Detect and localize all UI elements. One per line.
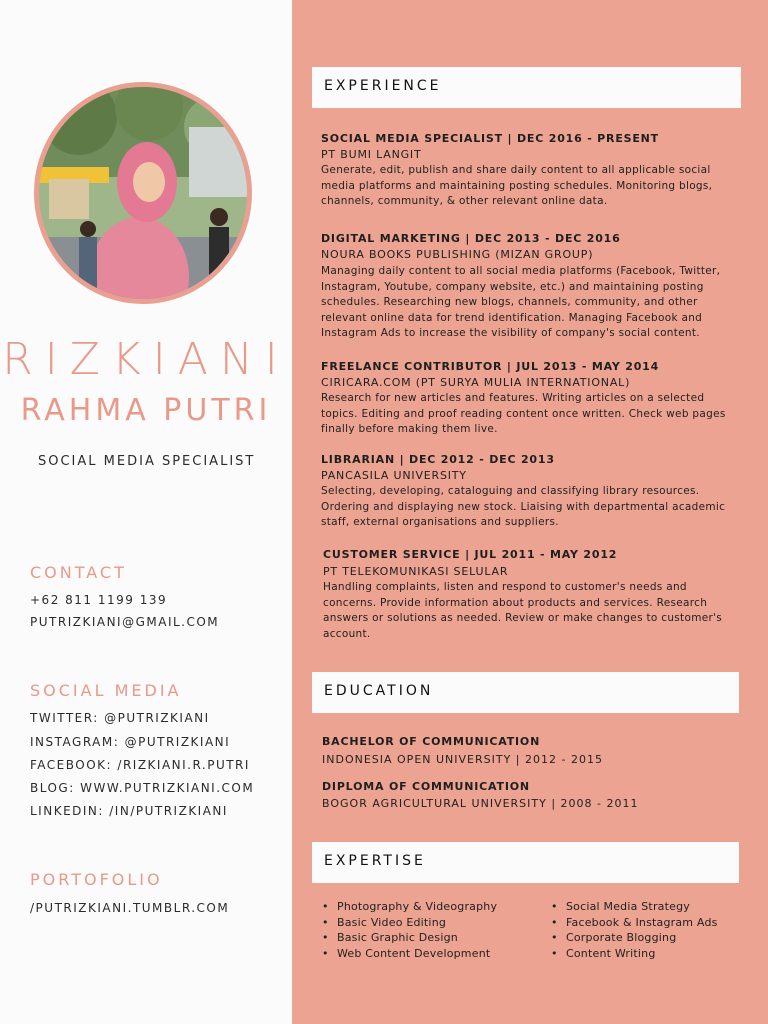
bullet-icon: •: [551, 900, 558, 913]
job-company: CIRICARA.COM (PT SURYA MULIA INTERNATIONAL): [321, 376, 631, 389]
job-title: CUSTOMER SERVICE | JUL 2011 - MAY 2012: [323, 548, 618, 561]
portfolio-heading: PORTOFOLIO: [30, 870, 163, 889]
bullet-icon: •: [551, 915, 558, 929]
social-heading: SOCIAL MEDIA: [30, 681, 182, 700]
job-company: PT BUMI LANGIT: [321, 148, 422, 161]
job-description: [321, 264, 733, 342]
education-heading: EDUCATION: [324, 683, 434, 699]
job-desc-line: Handling complaints, listen and respond to customer's needs and: [323, 581, 687, 593]
job-description: [321, 484, 733, 531]
experience-heading: EXPERIENCE: [324, 78, 442, 94]
first-name: RIZKIANI: [2, 334, 290, 385]
expertise-item: [550, 899, 718, 915]
job-desc-line: relevant online data for trend identification. Managing Facebook and: [321, 311, 703, 324]
job-desc-line: Managing daily content to all social media platforms (Facebook, Twitter,: [321, 265, 721, 277]
social-linkedin[interactable]: LINKEDIN: /IN/PUTRIZKIANI: [30, 804, 228, 818]
job-desc-line: media platforms and maintaining posting schedules. Monitoring blogs,: [321, 179, 713, 192]
job-desc-line: topics. Editing and proof reading content once written. Check web pages: [321, 407, 726, 420]
job-desc-line: answers or solutions as needed. Review or make changes to customer's: [323, 612, 723, 625]
job-company: PT TELEKOMUNIKASI SELULAR: [323, 565, 509, 578]
expertise-item-label: Social Media Strategy: [566, 900, 690, 913]
education-degree: BACHELOR OF COMMUNICATION: [322, 735, 541, 748]
job-desc-line: staff, external organisations and suppliers.: [321, 516, 559, 529]
profile-photo: [39, 87, 247, 299]
expertise-item: [550, 930, 718, 946]
job-description: [323, 580, 735, 642]
job-desc-line: Instagram Ads to increase the visibility of company's social content.: [321, 327, 700, 340]
bullet-icon: •: [322, 915, 329, 929]
job-desc-line: Generate, edit, publish and share daily content to all applicable social: [321, 164, 711, 176]
job-title: SOCIAL MEDIA SPECIALIST | DEC 2016 - PRESENT: [321, 132, 659, 145]
expertise-item-label: Basic Video Editing: [337, 915, 447, 929]
education-degree: DIPLOMA OF COMMUNICATION: [322, 780, 530, 793]
expertise-item: [321, 915, 497, 931]
contact-email[interactable]: PUTRIZKIANI@GMAIL.COM: [30, 615, 220, 629]
expertise-list-right: [550, 899, 718, 961]
job-company: NOURA BOOKS PUBLISHING (MIZAN GROUP): [321, 248, 594, 261]
job-company: PANCASILA UNIVERSITY: [321, 469, 467, 482]
education-header-box: [312, 672, 739, 713]
job-desc-line: finally before making them live.: [321, 423, 498, 436]
education-school: INDONESIA OPEN UNIVERSITY | 2012 - 2015: [322, 753, 603, 766]
expertise-item-label: Corporate Blogging: [566, 931, 677, 944]
social-instagram[interactable]: INSTAGRAM: @PUTRIZKIANI: [30, 735, 231, 749]
expertise-item-label: Web Content Development: [337, 946, 491, 960]
expertise-list-left: [321, 899, 497, 961]
job-role: SOCIAL MEDIA SPECIALIST: [38, 454, 256, 469]
job-desc-line: Instagram, Youtube, company website, etc.) and maintaining posting: [321, 280, 704, 293]
job-title: DIGITAL MARKETING | DEC 2013 - DEC 2016: [321, 232, 621, 245]
contact-phone: +62 811 1199 139: [30, 593, 168, 607]
expertise-item-label: Basic Graphic Design: [337, 931, 458, 944]
expertise-item-label: Content Writing: [566, 946, 656, 960]
expertise-item: [550, 915, 718, 931]
social-twitter[interactable]: TWITTER: @PUTRIZKIANI: [30, 711, 210, 725]
expertise-item: [321, 899, 497, 915]
expertise-heading: EXPERTISE: [324, 853, 426, 869]
job-desc-line: account.: [323, 627, 371, 640]
job-title: LIBRARIAN | DEC 2012 - DEC 2013: [321, 453, 555, 466]
social-facebook[interactable]: FACEBOOK: /RIZKIANI.R.PUTRI: [30, 758, 250, 772]
expertise-item: [321, 946, 497, 962]
expertise-header-box: [312, 842, 739, 883]
bullet-icon: •: [551, 946, 558, 960]
expertise-item-label: Photography & Videography: [337, 900, 498, 913]
expertise-item: [550, 946, 718, 962]
job-desc-line: Ordering and displaying new stock. Liaising with departmental academic: [321, 500, 726, 513]
job-description: [321, 163, 733, 210]
education-school: BOGOR AGRICULTURAL UNIVERSITY | 2008 - 2011: [322, 797, 639, 810]
bullet-icon: •: [322, 900, 329, 913]
portfolio-link[interactable]: /PUTRIZKIANI.TUMBLR.COM: [30, 901, 230, 915]
bullet-icon: •: [551, 931, 558, 944]
job-description: [321, 391, 733, 438]
social-blog[interactable]: BLOG: WWW.PUTRIZKIANI.COM: [30, 781, 255, 795]
job-title: FREELANCE CONTRIBUTOR | JUL 2013 - MAY 2014: [321, 360, 660, 373]
bullet-icon: •: [322, 946, 329, 960]
contact-heading: CONTACT: [30, 563, 127, 582]
last-name: RAHMA PUTRI: [20, 393, 272, 428]
job-desc-line: schedules. Researching new blogs, channels, community, and other: [321, 296, 698, 309]
expertise-item: [321, 930, 497, 946]
experience-header-box: [312, 67, 741, 108]
job-desc-line: concerns. Provide information about products and services. Research: [323, 596, 708, 609]
bullet-icon: •: [322, 931, 329, 944]
job-desc-line: Selecting, developing, cataloguing and classifying library resources.: [321, 485, 700, 497]
job-desc-line: channels, community, & other relevant online data.: [321, 195, 608, 208]
job-desc-line: Research for new articles and features. Writing articles on a selected: [321, 392, 705, 404]
expertise-item-label: Facebook & Instagram Ads: [566, 915, 718, 929]
